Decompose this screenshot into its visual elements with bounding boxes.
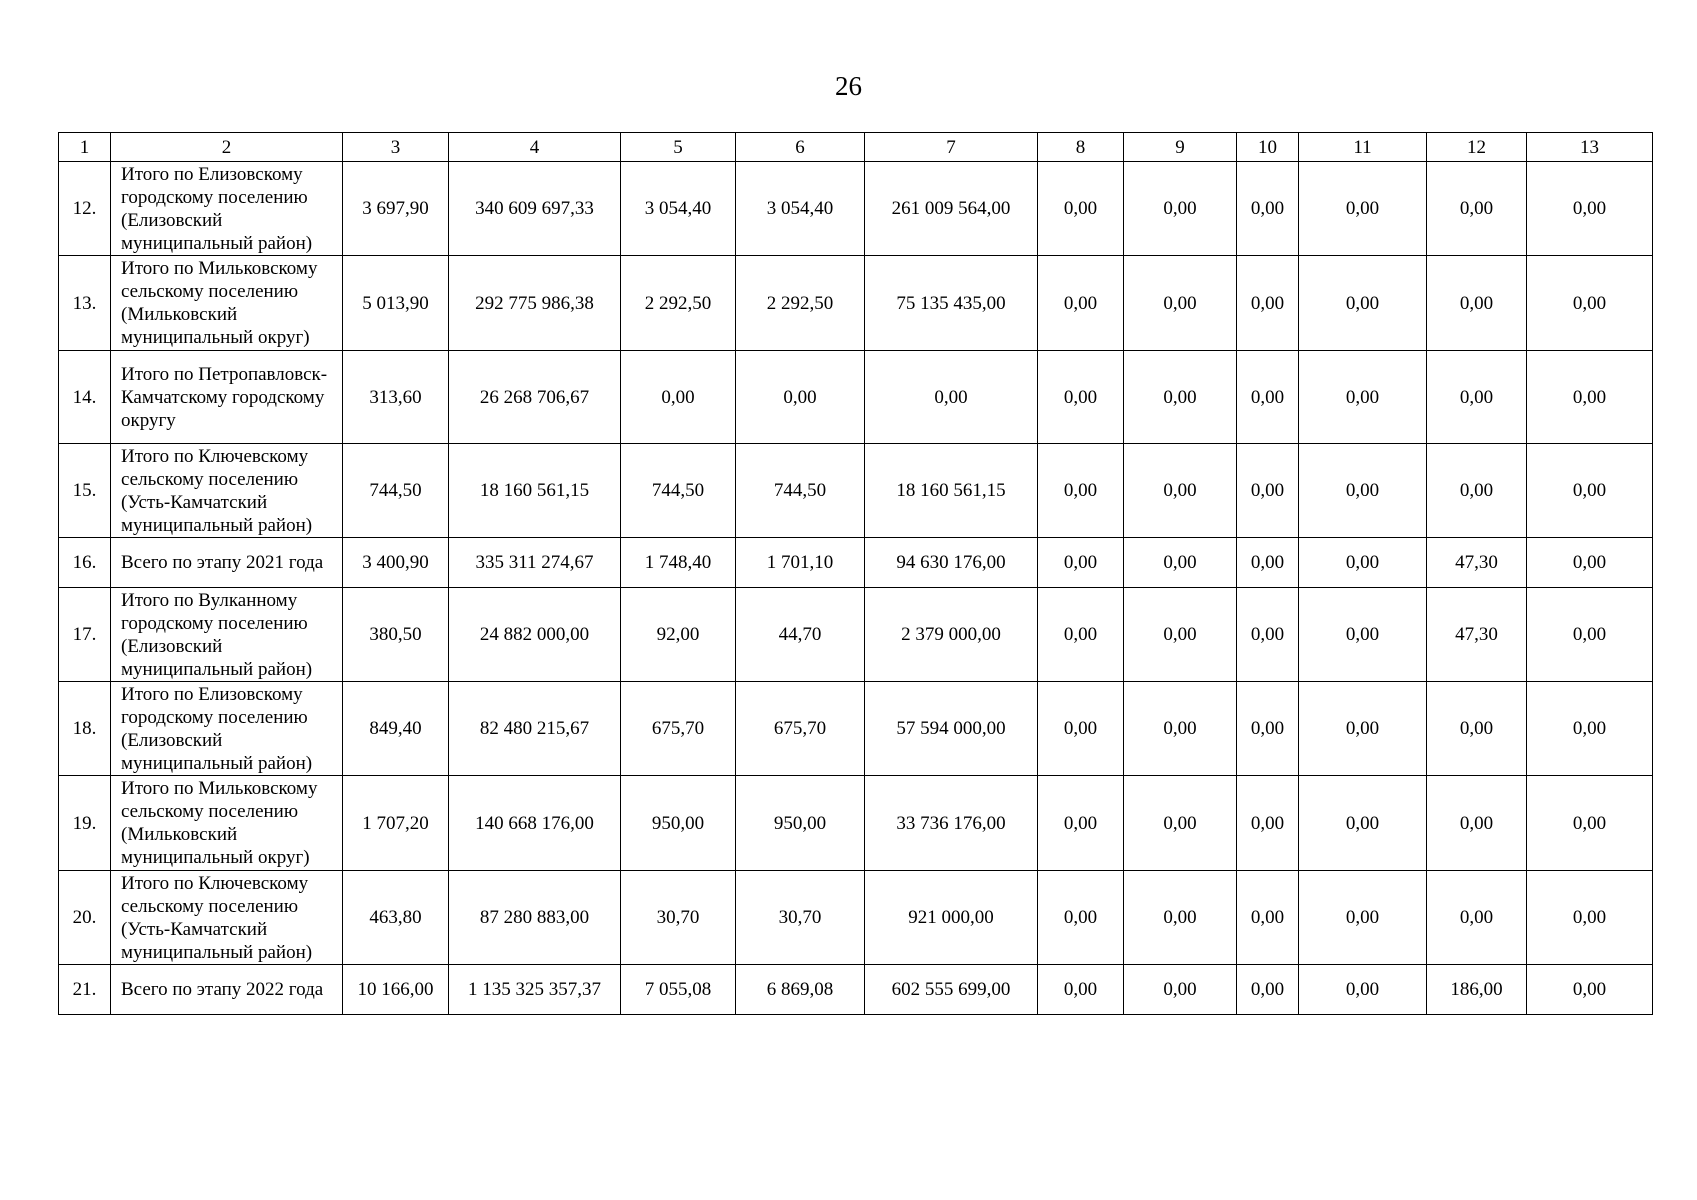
table-cell: 0,00: [1124, 871, 1237, 965]
row-name: Итого по Петропавловск-Камчатскому городскому округу: [111, 351, 343, 444]
column-header: 6: [736, 133, 865, 162]
table-cell: 47,30: [1427, 588, 1527, 682]
table-cell: 0,00: [1427, 776, 1527, 871]
table-cell: 47,30: [1427, 538, 1527, 588]
table-cell: 0,00: [1427, 256, 1527, 351]
table-cell: 3 054,40: [621, 162, 736, 256]
table-cell: 0,00: [1299, 256, 1427, 351]
table-cell: 0,00: [1124, 682, 1237, 776]
table-cell: 0,00: [1038, 776, 1124, 871]
table-cell: 335 311 274,67: [449, 538, 621, 588]
table-row: [59, 871, 1653, 965]
row-name: Всего по этапу 2022 года: [111, 965, 343, 1015]
table-cell: 463,80: [343, 871, 449, 965]
row-name: Итого по Вулканному городскому поселению (Елизовский муниципальный район): [111, 588, 343, 682]
table-cell: 1 135 325 357,37: [449, 965, 621, 1015]
table-cell: 1 701,10: [736, 538, 865, 588]
table-cell: 261 009 564,00: [865, 162, 1038, 256]
table-cell: 0,00: [1427, 682, 1527, 776]
table-cell: 340 609 697,33: [449, 162, 621, 256]
table-cell: 3 697,90: [343, 162, 449, 256]
table-cell: 0,00: [1527, 162, 1653, 256]
table-cell: 44,70: [736, 588, 865, 682]
table-cell: 602 555 699,00: [865, 965, 1038, 1015]
table-cell: 921 000,00: [865, 871, 1038, 965]
table-row: [59, 351, 1653, 444]
row-number: 13.: [59, 256, 111, 351]
table-cell: 0,00: [1527, 682, 1653, 776]
table-cell: 5 013,90: [343, 256, 449, 351]
table-cell: 3 054,40: [736, 162, 865, 256]
table-row: [59, 256, 1653, 351]
column-header: 2: [111, 133, 343, 162]
table-cell: 0,00: [1527, 965, 1653, 1015]
row-name: Итого по Ключевскому сельскому поселению (Усть-Камчатский муниципальный район): [111, 444, 343, 538]
table-cell: 140 668 176,00: [449, 776, 621, 871]
table-cell: 313,60: [343, 351, 449, 444]
column-header: 10: [1237, 133, 1299, 162]
table-row: [59, 444, 1653, 538]
table-cell: 57 594 000,00: [865, 682, 1038, 776]
table-cell: 0,00: [1237, 965, 1299, 1015]
table-cell: 0,00: [1427, 162, 1527, 256]
table-cell: 0,00: [865, 351, 1038, 444]
table-cell: 0,00: [1299, 776, 1427, 871]
table-cell: 0,00: [1299, 965, 1427, 1015]
table-row: [59, 776, 1653, 871]
table-cell: 0,00: [1299, 162, 1427, 256]
row-name: Итого по Елизовскому городскому поселению (Елизовский муниципальный район): [111, 682, 343, 776]
table-row: [59, 682, 1653, 776]
table-cell: 675,70: [621, 682, 736, 776]
table-cell: 0,00: [1527, 444, 1653, 538]
table-cell: 87 280 883,00: [449, 871, 621, 965]
table-cell: 26 268 706,67: [449, 351, 621, 444]
table-row: [59, 965, 1653, 1015]
table-cell: 675,70: [736, 682, 865, 776]
table-cell: 0,00: [1237, 351, 1299, 444]
header-row: [59, 133, 1653, 162]
row-name: Всего по этапу 2021 года: [111, 538, 343, 588]
table-cell: 186,00: [1427, 965, 1527, 1015]
table-cell: 744,50: [343, 444, 449, 538]
table-cell: 6 869,08: [736, 965, 865, 1015]
table-cell: 744,50: [621, 444, 736, 538]
column-header: 12: [1427, 133, 1527, 162]
column-header: 4: [449, 133, 621, 162]
table-cell: 0,00: [1299, 871, 1427, 965]
table-cell: 2 292,50: [621, 256, 736, 351]
table-cell: 0,00: [1237, 256, 1299, 351]
table-cell: 0,00: [1038, 871, 1124, 965]
table-cell: 0,00: [1299, 682, 1427, 776]
table-cell: 0,00: [1124, 444, 1237, 538]
table-cell: 0,00: [1427, 444, 1527, 538]
table-cell: 0,00: [1038, 682, 1124, 776]
table-cell: 0,00: [1427, 871, 1527, 965]
row-name: Итого по Елизовскому городскому поселению (Елизовский муниципальный район): [111, 162, 343, 256]
column-header: 1: [59, 133, 111, 162]
row-number: 18.: [59, 682, 111, 776]
table-cell: 1 748,40: [621, 538, 736, 588]
row-number: 16.: [59, 538, 111, 588]
table-row: [59, 588, 1653, 682]
column-header: 3: [343, 133, 449, 162]
table-cell: 0,00: [1527, 538, 1653, 588]
table-cell: 0,00: [1237, 588, 1299, 682]
row-number: 20.: [59, 871, 111, 965]
table-cell: 0,00: [1299, 588, 1427, 682]
table-row: [59, 538, 1653, 588]
row-name: Итого по Мильковскому сельскому поселению (Мильковский муниципальный округ): [111, 776, 343, 871]
table-cell: 0,00: [1299, 444, 1427, 538]
table-cell: 744,50: [736, 444, 865, 538]
column-header: 9: [1124, 133, 1237, 162]
table-cell: 950,00: [621, 776, 736, 871]
table-cell: 94 630 176,00: [865, 538, 1038, 588]
column-header: 11: [1299, 133, 1427, 162]
table-cell: 10 166,00: [343, 965, 449, 1015]
table-cell: 0,00: [736, 351, 865, 444]
row-number: 15.: [59, 444, 111, 538]
table-cell: 950,00: [736, 776, 865, 871]
table-cell: 849,40: [343, 682, 449, 776]
table-cell: 0,00: [1299, 351, 1427, 444]
table-cell: 0,00: [1237, 776, 1299, 871]
row-name: Итого по Ключевскому сельскому поселению (Усть-Камчатский муниципальный район): [111, 871, 343, 965]
row-name: Итого по Мильковскому сельскому поселению (Мильковский муниципальный округ): [111, 256, 343, 351]
table-cell: 0,00: [1038, 256, 1124, 351]
table-cell: 0,00: [1299, 538, 1427, 588]
row-number: 19.: [59, 776, 111, 871]
table-cell: 75 135 435,00: [865, 256, 1038, 351]
table-cell: 0,00: [1038, 351, 1124, 444]
table-cell: 0,00: [1124, 965, 1237, 1015]
column-header: 5: [621, 133, 736, 162]
table-row: [59, 162, 1653, 256]
table-cell: 292 775 986,38: [449, 256, 621, 351]
table-cell: 1 707,20: [343, 776, 449, 871]
data-table: [58, 132, 1653, 1015]
table-cell: 0,00: [1038, 965, 1124, 1015]
table-cell: 30,70: [621, 871, 736, 965]
table-cell: 0,00: [1124, 256, 1237, 351]
table-cell: 0,00: [1527, 588, 1653, 682]
column-header: 13: [1527, 133, 1653, 162]
table-cell: 0,00: [1124, 351, 1237, 444]
table-cell: 3 400,90: [343, 538, 449, 588]
table-cell: 82 480 215,67: [449, 682, 621, 776]
table-cell: 380,50: [343, 588, 449, 682]
table-cell: 0,00: [1237, 162, 1299, 256]
table-cell: 0,00: [1527, 256, 1653, 351]
table-cell: 18 160 561,15: [449, 444, 621, 538]
table-cell: 0,00: [1527, 351, 1653, 444]
row-number: 21.: [59, 965, 111, 1015]
row-number: 14.: [59, 351, 111, 444]
table-cell: 0,00: [1038, 588, 1124, 682]
table-cell: 30,70: [736, 871, 865, 965]
table-cell: 0,00: [1038, 162, 1124, 256]
table-cell: 33 736 176,00: [865, 776, 1038, 871]
table-cell: 0,00: [1237, 871, 1299, 965]
table-cell: 18 160 561,15: [865, 444, 1038, 538]
table-cell: 0,00: [1124, 588, 1237, 682]
table-cell: 0,00: [1527, 871, 1653, 965]
table-cell: 0,00: [1124, 162, 1237, 256]
table-cell: 2 379 000,00: [865, 588, 1038, 682]
row-number: 12.: [59, 162, 111, 256]
table-cell: 0,00: [1237, 538, 1299, 588]
table-cell: 0,00: [1124, 538, 1237, 588]
table-cell: 0,00: [621, 351, 736, 444]
table-cell: 7 055,08: [621, 965, 736, 1015]
column-header: 7: [865, 133, 1038, 162]
table-cell: 0,00: [1527, 776, 1653, 871]
table-cell: 92,00: [621, 588, 736, 682]
table-cell: 2 292,50: [736, 256, 865, 351]
table-cell: 0,00: [1124, 776, 1237, 871]
table-cell: 0,00: [1038, 444, 1124, 538]
row-number: 17.: [59, 588, 111, 682]
table-cell: 0,00: [1038, 538, 1124, 588]
column-header: 8: [1038, 133, 1124, 162]
table-cell: 0,00: [1237, 444, 1299, 538]
page-number: 26: [835, 71, 862, 101]
table-cell: 24 882 000,00: [449, 588, 621, 682]
table-cell: 0,00: [1237, 682, 1299, 776]
table-cell: 0,00: [1427, 351, 1527, 444]
